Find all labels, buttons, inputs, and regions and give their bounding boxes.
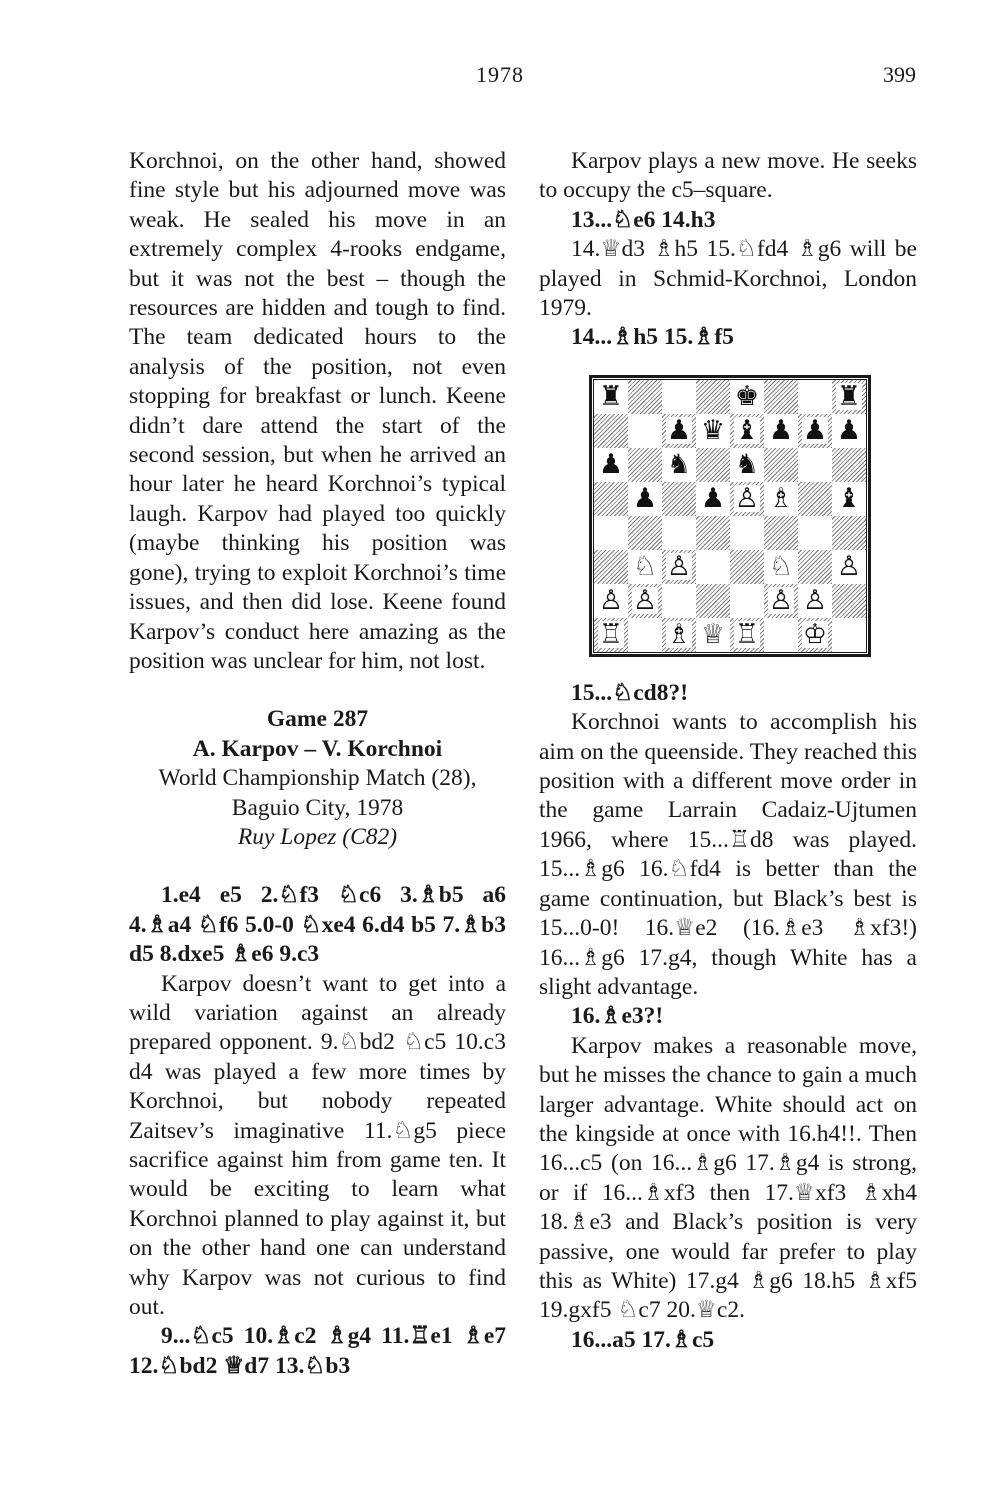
chess-piece: ♟ xyxy=(666,415,692,447)
game-event: World Championship Match (28), xyxy=(158,765,477,792)
chess-piece: ♙ xyxy=(632,585,658,617)
square-b5 xyxy=(628,482,662,516)
annotation-move-16: Karpov makes a reasonable move, but he misses the chance to gain a much larger advantage. White should act on the kingside at once with 16.h4!!. Then 16...c5 (on 16...♗g6 17.♗g4 is strong, or if 16...♗xf3 then 17.♕xf3 ♗xh4 18.♗e3 and Black’s position is very passive, one would far prefer to play this as White) 17.g4 ♗g6 18.h5 ♗xf5 19.gxf5 ♘c7 20.♕c2. xyxy=(539,1032,917,1324)
square-g3 xyxy=(798,550,832,584)
square-c3 xyxy=(662,550,696,584)
chess-piece: ♞ xyxy=(666,449,692,481)
square-h4 xyxy=(832,516,866,550)
square-b1 xyxy=(628,618,662,652)
square-g8 xyxy=(798,380,832,414)
game-place: Baguio City, 1978 xyxy=(231,794,404,821)
square-a6 xyxy=(594,448,628,482)
square-b8 xyxy=(628,380,662,414)
square-a5 xyxy=(594,482,628,516)
chess-piece: ♜ xyxy=(598,381,624,413)
chess-piece: ♗ xyxy=(666,619,692,651)
moves-1-9: 1.e4 e5 2.♘f3 ♘c6 3.♗b5 a6 4.♗a4 ♘f6 5.0-0 ♘xe4 6.d4 b5 7.♗b3 d5 8.dxe5 ♗e6 9.c3 xyxy=(129,882,506,968)
square-g4 xyxy=(798,516,832,550)
square-b7 xyxy=(628,414,662,448)
square-d7 xyxy=(696,414,730,448)
chess-piece: ♗ xyxy=(768,483,794,515)
square-a8 xyxy=(594,380,628,414)
square-d5 xyxy=(696,482,730,516)
square-e6 xyxy=(730,448,764,482)
square-f2 xyxy=(764,584,798,618)
square-e2 xyxy=(730,584,764,618)
chess-piece: ♛ xyxy=(700,415,726,447)
square-e4 xyxy=(730,516,764,550)
chess-piece: ♔ xyxy=(802,619,828,651)
square-c8 xyxy=(662,380,696,414)
chess-piece: ♕ xyxy=(700,619,726,651)
annotation-move-13: Karpov plays a new move. He seeks to occupy the c5–square. xyxy=(539,148,917,204)
square-c4 xyxy=(662,516,696,550)
square-a1 xyxy=(594,618,628,652)
moves-9-13: 9...♘c5 10.♗c2 ♗g4 11.♖e1 ♗e7 12.♘bd2 ♕d7 13.♘b3 xyxy=(129,1323,506,1379)
square-g2 xyxy=(798,584,832,618)
square-c6 xyxy=(662,448,696,482)
chess-board xyxy=(593,379,867,653)
chess-piece: ♙ xyxy=(734,483,760,515)
square-h3 xyxy=(832,550,866,584)
square-g6 xyxy=(798,448,832,482)
square-a3 xyxy=(594,550,628,584)
game-number: Game 287 xyxy=(266,706,369,733)
chess-piece: ♖ xyxy=(734,619,760,651)
square-a7 xyxy=(594,414,628,448)
chess-piece: ♝ xyxy=(734,415,760,447)
chess-piece: ♙ xyxy=(802,585,828,617)
chess-piece: ♞ xyxy=(734,449,760,481)
square-h1 xyxy=(832,618,866,652)
square-h7 xyxy=(832,414,866,448)
square-e5 xyxy=(730,482,764,516)
square-d2 xyxy=(696,584,730,618)
square-h2 xyxy=(832,584,866,618)
chess-piece: ♜ xyxy=(836,381,862,413)
running-header-year: 1978 xyxy=(476,62,524,87)
square-h6 xyxy=(832,448,866,482)
square-d3 xyxy=(696,550,730,584)
move-16-white: 16.♗e3?! xyxy=(571,1003,664,1030)
square-d4 xyxy=(696,516,730,550)
chess-piece: ♟ xyxy=(598,449,624,481)
annotation-move-15: Korchnoi wants to accomplish his aim on the queenside. They reached this position with a different move order in the game Larrain Cadaiz-Ujtumen 1966, where 15...♖d8 was played. 15...♗g6 16.♘fd4 is better than the game continuation, but Black’s best is 15...0-0! 16.♕e2 (16.♗e3 ♗xf3!) 16...♗g6 17.g4, though White has a slight advantage. xyxy=(539,709,917,1000)
page-number: 399 xyxy=(883,62,916,87)
square-e3 xyxy=(730,550,764,584)
square-c7 xyxy=(662,414,696,448)
moves-14-15: 14...♗h5 15.♗f5 xyxy=(571,324,734,351)
chess-piece: ♝ xyxy=(836,483,862,515)
chess-piece: ♙ xyxy=(768,585,794,617)
moves-16-17: 16...a5 17.♗c5 xyxy=(571,1326,715,1353)
right-column xyxy=(539,147,917,1355)
square-b2 xyxy=(628,584,662,618)
chess-piece: ♙ xyxy=(598,585,624,617)
annotation-move-14: 14.♕d3 ♗h5 15.♘fd4 ♗g6 will be played in Schmid-Korchnoi, London 1979. xyxy=(539,236,917,322)
square-c1 xyxy=(662,618,696,652)
chess-piece: ♟ xyxy=(802,415,828,447)
square-b3 xyxy=(628,550,662,584)
annotation-move-9: Karpov doesn’t want to get into a wild variation against an already prepared opponent. 9.♘bd2 ♘c5 10.c3 d4 was played a few more times by Korchnoi, but nobody repeated Zaitsev’s imaginative 11.♘g5 piece sacrifice against him from game ten. It would be exciting to learn what Korchnoi planned to play against it, but on the other hand one can understand why Karpov was not curious to find out. xyxy=(129,970,506,1321)
square-b4 xyxy=(628,516,662,550)
game-opening: Ruy Lopez (C82) xyxy=(237,823,398,850)
square-d1 xyxy=(696,618,730,652)
square-g7 xyxy=(798,414,832,448)
intro-paragraph: Korchnoi, on the other hand, showed fine style but his adjourned move was weak. He sealed his move in an extremely complex 4-rooks endgame, but it was not the best – though the resources are hidden and tough to find. The team dedicated hours to the analysis of the position, not even stopping for breakfast or lunch. Keene didn’t dare attend the start of the second session, but when he arrived an hour later he heard Korchnoi’s typical laugh. Karpov had played too quickly (maybe thinking his position was gone), trying to exploit Korchnoi’s time issues, and then did lose. Keene found Karpov’s conduct here amazing as the position was unclear for him, not lost. xyxy=(129,148,506,674)
square-d8 xyxy=(696,380,730,414)
square-c2 xyxy=(662,584,696,618)
square-f5 xyxy=(764,482,798,516)
chess-piece: ♟ xyxy=(768,415,794,447)
chess-piece: ♚ xyxy=(734,381,760,413)
square-f3 xyxy=(764,550,798,584)
square-e1 xyxy=(730,618,764,652)
square-a2 xyxy=(594,584,628,618)
square-h8 xyxy=(832,380,866,414)
square-e7 xyxy=(730,414,764,448)
square-h5 xyxy=(832,482,866,516)
chess-piece: ♘ xyxy=(632,551,658,583)
square-c5 xyxy=(662,482,696,516)
square-g1 xyxy=(798,618,832,652)
chess-piece: ♟ xyxy=(836,415,862,447)
move-15-black: 15...♘cd8?! xyxy=(571,679,689,706)
chess-piece: ♖ xyxy=(598,619,624,651)
chess-piece: ♟ xyxy=(632,483,658,515)
square-f1 xyxy=(764,618,798,652)
chess-piece: ♙ xyxy=(836,551,862,583)
square-e8 xyxy=(730,380,764,414)
square-a4 xyxy=(594,516,628,550)
chess-piece: ♙ xyxy=(666,551,692,583)
chess-piece: ♟ xyxy=(700,483,726,515)
left-column xyxy=(129,147,506,1381)
square-b6 xyxy=(628,448,662,482)
chess-diagram xyxy=(589,375,871,657)
square-f6 xyxy=(764,448,798,482)
square-f7 xyxy=(764,414,798,448)
square-f4 xyxy=(764,516,798,550)
chess-piece: ♘ xyxy=(768,551,794,583)
game-players: A. Karpov – V. Korchnoi xyxy=(192,735,443,762)
square-f8 xyxy=(764,380,798,414)
square-d6 xyxy=(696,448,730,482)
square-g5 xyxy=(798,482,832,516)
moves-13-14: 13...♘e6 14.h3 xyxy=(571,206,716,233)
